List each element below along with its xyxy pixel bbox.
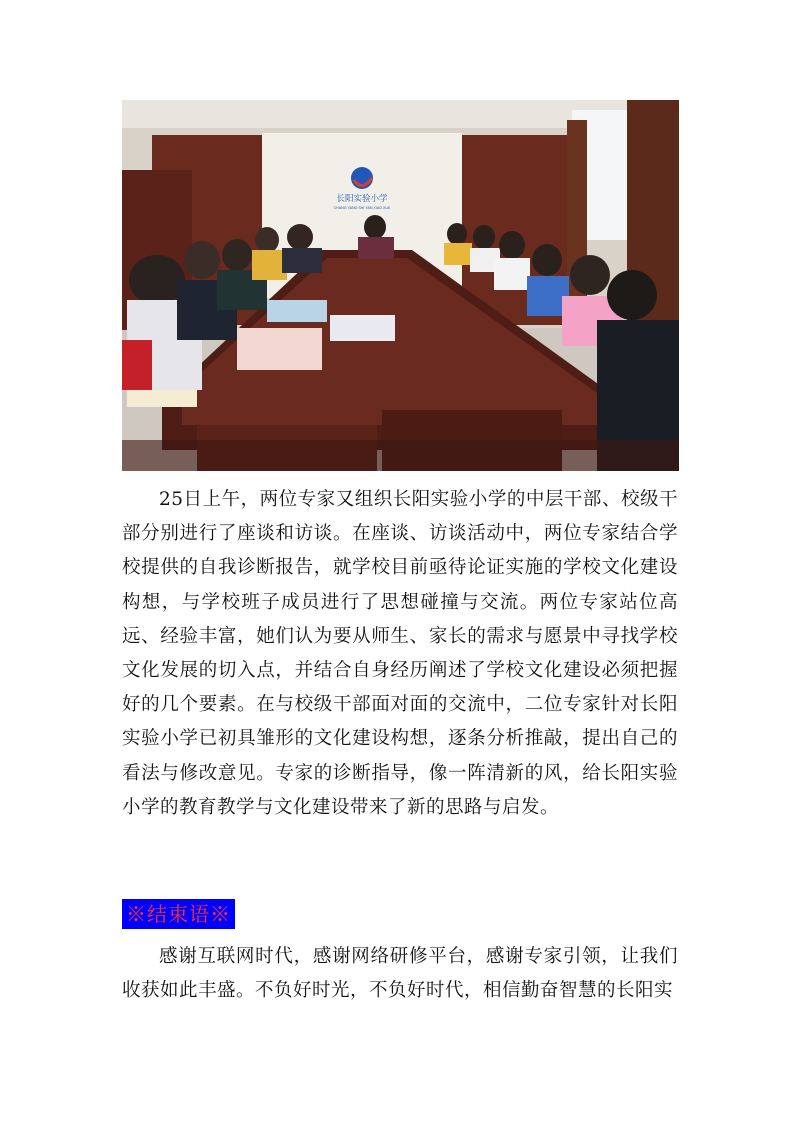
body-paragraph-2: 感谢互联网时代，感谢网络研修平台，感谢专家引领，让我们收获如此丰盛。不负好时光，不负好时代，相信勤奋智慧的长阳实: [122, 946, 678, 1002]
body-paragraph-1: 25日上午，两位专家又组织长阳实验小学的中层干部、校级干部分别进行了座谈和访谈。在座谈、访谈活动中，两位专家结合学校提供的自我诊断报告，就学校目前亟待论证实施的学校文化建设构想，与学校班子成员进行了思想碰撞与交流。两位专家站位高远、经验丰富，她们认为要从师生、家长的需求与愿景中寻找学校文化发展的切入点，并结合自身经历阐述了学校文化建设必须把握好的几个要素。在与校级干部面对面的交流中，二位专家针对长阳实验小学已初具雏形的文化建设构想，逐条分析推敲，提出自己的看法与修改意见。专家的诊断指导，像一阵清新的风，给长阳实验小学的教育教学与文化建设带来了新的思路与启发。: [122, 489, 678, 818]
logo-subtext: CHANG YANG SHI YAN XIAO XUE: [333, 206, 391, 210]
meeting-photo-illustration: [122, 100, 679, 471]
section-heading-conclusion: ※结束语※: [122, 899, 235, 929]
meeting-photo: [122, 100, 679, 471]
logo-text: 长阳实验小学: [336, 193, 388, 203]
